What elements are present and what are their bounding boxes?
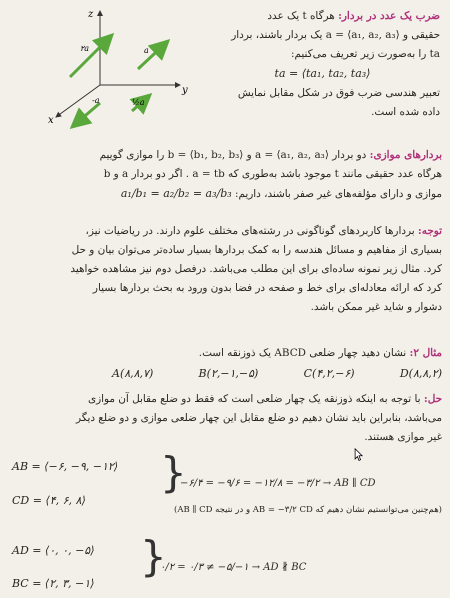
equation-ad: AD = ⟨۰, ۰, −۵⟩ (12, 544, 95, 557)
solution-title: حل: (423, 393, 442, 405)
geometric-line-0: تعبیر هندسی ضرب فوق در شکل مقابل نمایش (237, 87, 440, 99)
scalar-mult-block (205, 7, 440, 122)
axis-x-label: x (48, 115, 54, 126)
intro-line-1: حقیقی و a = ⟨a₁, a₂, a₃⟩ یک بردار باشند، بردار (231, 29, 440, 41)
vector-a (138, 41, 168, 69)
section-title: ضرب یک عدد در بردار: (338, 10, 440, 22)
solution-line-0: با توجه به اینکه ذوزنقه یک چهار ضلعی است که فقط دو ضلع مقابل آن موازی (88, 393, 421, 405)
parallel-block (8, 146, 442, 204)
equation-ab: AB = ⟨−۶, −۹, −۱۲⟩ (12, 460, 119, 473)
note-line-2: کرد. مثال زیر نمونه ساده‌ای برای این مطلب می‌باشد. درفصل دوم نیز مشاهده خواهید (70, 263, 442, 275)
point-d: D(۸,۸,۲) (399, 367, 442, 380)
brace-2: } (140, 532, 167, 581)
label-a: a (144, 46, 149, 55)
intro-line-2: ta را به‌صورت زیر تعریف می‌کنیم: (290, 48, 440, 60)
intro-line-0: هرگاه t یک عدد (267, 10, 335, 22)
solution-line-2: غیر موازی هستند. (364, 431, 442, 443)
ta-definition: ta = ⟨ta₁, ta₂, ta₃⟩ (274, 67, 371, 80)
note-line-0: بردارها کاربردهای گوناگونی در رشته‌های مختلف علوم دارند. در ریاضیات نیز، (85, 225, 415, 237)
example-text: نشان دهید چهار ضلعی ABCD یک ذوزنقه است. (198, 347, 407, 359)
point-b: B(۲,−۱,−۵) (198, 367, 259, 380)
label-half-a: ½a (132, 98, 145, 107)
axis-z-label: z (88, 9, 94, 20)
note-line-1: بسیاری از مفاهیم و مسائل هندسه را به کمک بردارها بسیار ساده‌تر می‌توان بیان و حل (71, 244, 442, 256)
parallel-line-0: دو بردار a = ⟨a₁, a₂, a₃⟩ و b = ⟨b₁, b₂, b₃⟩ را موازی گوییم (99, 149, 367, 161)
note-line-3: کرد که ارائه معادله‌ای برای خط و صفحه در فضا بدون ورود به بحث بردارها بسیار (92, 282, 442, 294)
note-title: توجه: (417, 225, 442, 237)
equation-bc: BC = ⟨۲, ۳, −۱⟩ (12, 577, 95, 590)
note-line-4: دشوار و شاید غیر ممکن باشد. (310, 301, 442, 313)
note-block (8, 222, 442, 317)
point-c: C(۴,۲,−۶) (303, 367, 355, 380)
vector-2a (70, 35, 112, 77)
parallel-line-1: هرگاه عدد حقیقی مانند t موجود باشد به‌طوری که a = tb . اگر دو بردار a و b (103, 168, 442, 180)
parallel-title: بردارهای موازی: (369, 149, 442, 161)
example-block (8, 344, 442, 363)
ratio-formula: a₁/b₁ = a₂/b₂ = a₃/b₃ (120, 187, 232, 200)
solution-line-1: می‌باشد، بنابراین باید نشان دهیم دو ضلع مقابل این چهار ضلعی موازی و دو ضلع دیگر (76, 412, 442, 424)
geometric-line-1: داده شده است. (371, 106, 440, 118)
ratio-1: −۶/۴ = −۹/۶ = −۱۲/۸ = −۳/۲ → AB ∥ CD (180, 478, 376, 489)
parallel-line-2: موازی و دارای مؤلفه‌های غیر صفر باشند، داریم: (234, 188, 442, 200)
ratio-1-note: (هم‌چنین می‌توانستیم نشان دهیم که AB = −۳/۲ CD و در نتیجه AB ∥ CD) (174, 505, 442, 515)
vector-neg-a (72, 103, 100, 127)
vector-diagram (40, 5, 205, 130)
points-row (112, 367, 442, 380)
label-2a: ۲a (80, 44, 90, 53)
brace-1: } (160, 448, 187, 497)
solution-block (8, 390, 442, 447)
ratio-2: ۰/۲ = ۰/۳ ≠ −۵/−۱ → AD ∦ BC (160, 562, 307, 573)
axis-y-label: y (182, 85, 188, 96)
label-neg-a: -a (92, 96, 100, 105)
point-a: A(۸,۸,۷) (112, 367, 154, 380)
equation-cd: CD = ⟨۴, ۶, ۸⟩ (12, 494, 86, 507)
mouse-cursor-icon (354, 448, 364, 462)
example-title: مثال ۲: (409, 347, 442, 359)
